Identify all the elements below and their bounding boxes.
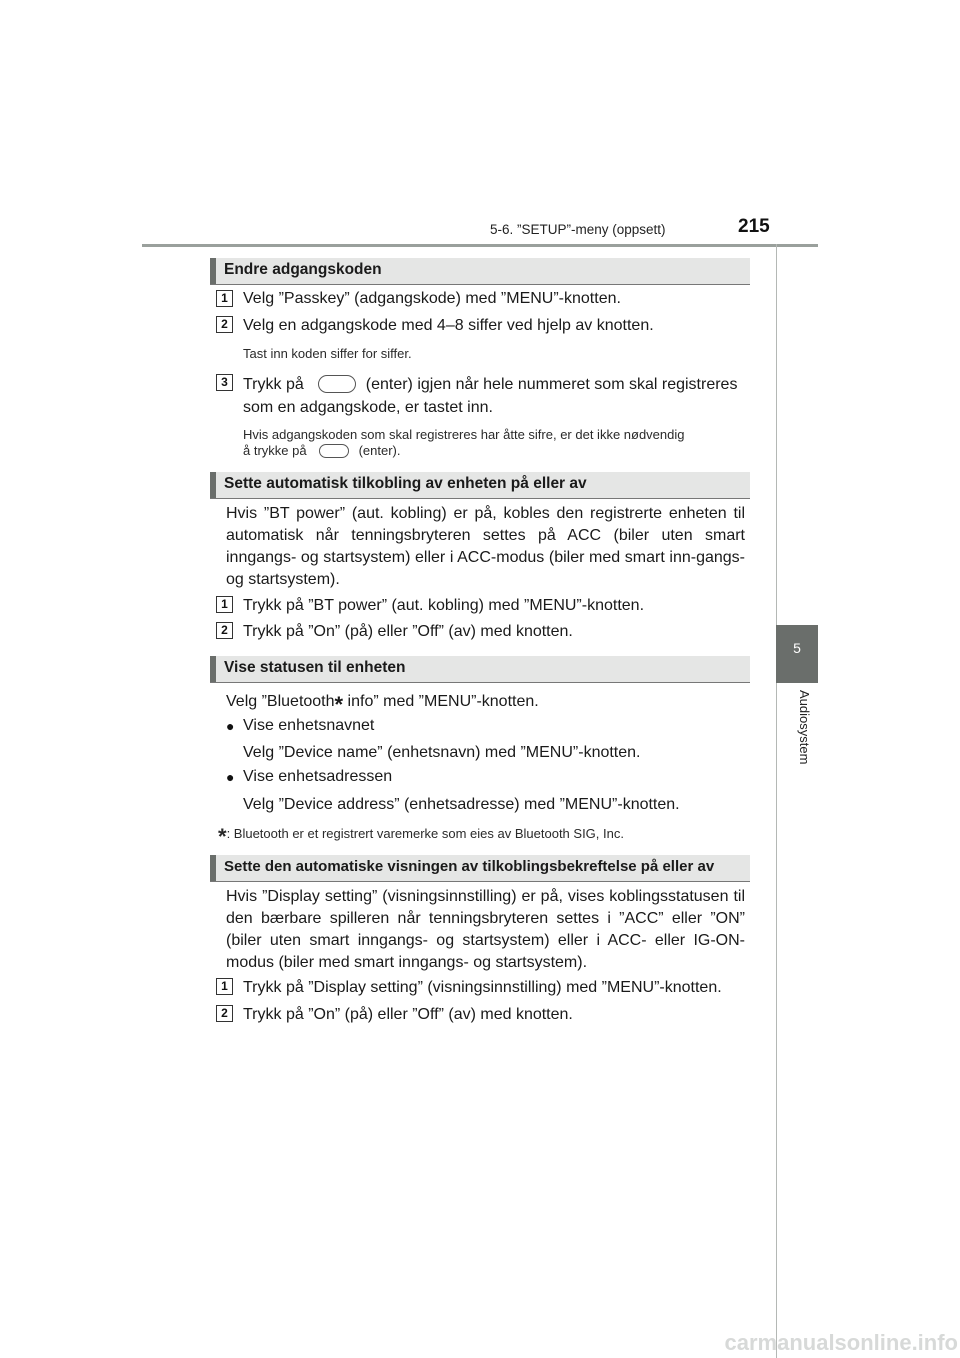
step-text: Trykk på (enter) igjen når hele nummeret som skal registreres [243, 376, 738, 393]
step-number: 1 [216, 978, 233, 995]
header-rule [142, 244, 818, 247]
step-text: Trykk på ”On” (på) eller ”Off” (av) med knotten. [243, 1006, 573, 1023]
bullet-icon: ● [226, 769, 235, 785]
section-header-device-status: Vise statusen til enheten [210, 656, 750, 683]
step-text: Trykk på ”On” (på) eller ”Off” (av) med knotten. [243, 623, 573, 640]
step-note: Hvis adgangskoden som skal registreres har åtte sifre, er det ikke nødvendig [243, 427, 685, 442]
step-number: 1 [216, 290, 233, 307]
page-number: 215 [738, 216, 770, 237]
enter-button-icon [318, 375, 356, 393]
bullet-text: Velg ”Device address” (enhetsadresse) med ”MENU”-knotten. [243, 796, 680, 813]
step-number: 2 [216, 622, 233, 639]
asterisk-mark: * [334, 692, 344, 717]
step-number: 2 [216, 316, 233, 333]
step-text: Velg en adgangskode med 4–8 siffer ved hjelp av knotten. [243, 317, 654, 334]
step-note-continued: å trykke på (enter). [243, 443, 401, 458]
step-note: Tast inn koden siffer for siffer. [243, 346, 412, 361]
step-number: 3 [216, 374, 233, 391]
bullet-heading: Vise enhetsadressen [243, 768, 393, 785]
section-header-change-passcode: Endre adgangskoden [210, 258, 750, 285]
step-text: Trykk på ”BT power” (aut. kobling) med ”MENU”-knotten. [243, 597, 645, 614]
running-header-section: 5-6. ”SETUP”-meny (oppsett) [490, 222, 666, 237]
step-text: Trykk på ”Display setting” (visningsinnstilling) med ”MENU”-knotten. [243, 979, 722, 996]
bullet-heading: Vise enhetsnavnet [243, 717, 375, 734]
enter-button-icon [319, 444, 349, 458]
watermark: carmanualsonline.info [724, 1330, 958, 1355]
bullet-icon: ● [226, 718, 235, 734]
step-number: 2 [216, 1005, 233, 1022]
chapter-number: 5 [793, 640, 801, 656]
section-intro: Velg ”Bluetooth* info” med ”MENU”-knotten. [226, 692, 539, 717]
step-text-continued: som en adgangskode, er tastet inn. [243, 399, 493, 416]
step-number: 1 [216, 596, 233, 613]
footnote: *: Bluetooth er et registrert varemerke som eies av Bluetooth SIG, Inc. [218, 824, 624, 849]
step-text: Velg ”Passkey” (adgangskode) med ”MENU”-knotten. [243, 290, 621, 307]
section-intro: Hvis ”Display setting” (visningsinnstilling) er på, vises koblingsstatusen til den bærbare spilleren når tenningsbryteren settes i ”ACC” eller ”ON” (biler uten smart inngangs- og startsystem) eller i ACC- eller IG-ON-modus (biler med smart inngangs- og startsystem). [226, 888, 745, 971]
section-header-auto-connect: Sette automatisk tilkobling av enheten på eller av [210, 472, 750, 499]
section-intro: Hvis ”BT power” (aut. kobling) er på, kobles den registrerte enheten til automatisk når tenningsbryteren settes på ACC (biler uten smart inngangs- og startsystem) eller i ACC-modus (biler med smart inn-gangs- og startsystem). [226, 505, 745, 588]
chapter-label: Audiosystem [797, 690, 812, 765]
section-header-display-setting: Sette den automatiske visningen av tilkoblingsbekreftelse på eller av [210, 855, 750, 882]
side-divider [776, 244, 777, 1358]
bullet-text: Velg ”Device name” (enhetsnavn) med ”MENU”-knotten. [243, 744, 641, 761]
